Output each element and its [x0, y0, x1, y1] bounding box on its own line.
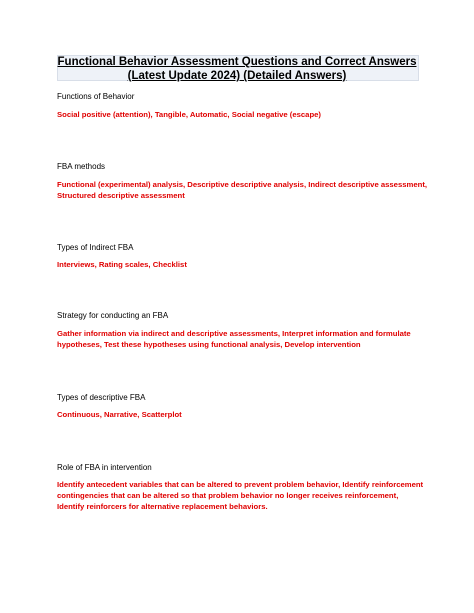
answer-text: Interviews, Rating scales, Checklist	[57, 260, 187, 269]
answer-text: Functional (experimental) analysis, Descriptive descriptive analysis, Indirect descriptive assessment, Structured descriptive assessment	[57, 180, 428, 200]
answer-text: Social positive (attention), Tangible, Automatic, Social negative (escape)	[57, 110, 321, 119]
question-text: Role of FBA in intervention	[57, 463, 152, 472]
answer-text: Gather information via indirect and descriptive assessments, Interpret information and formulate hypotheses, Test these hypotheses using functional analysis, Develop intervention	[57, 329, 411, 349]
question-text: Types of Indirect FBA	[57, 243, 134, 252]
question-text: Types of descriptive FBA	[57, 393, 146, 402]
question-text: Functions of Behavior	[57, 92, 135, 101]
question-text: FBA methods	[57, 162, 106, 171]
question-text: Strategy for conducting an FBA	[57, 311, 169, 320]
document-title-line-1: Functional Behavior Assessment Questions and Correct Answers	[57, 56, 417, 68]
answer-text: Continuous, Narrative, Scatterplot	[57, 410, 182, 419]
answer-text: Identify antecedent variables that can be altered to prevent problem behavior, Identify reinforcement contingencies that can be altered so that problem behavior no longer receives reinforcement, Identify reinforcers for alternative replacement behaviors.	[57, 480, 424, 511]
document-title-line-2: (Latest Update 2024) (Detailed Answers)	[127, 70, 347, 82]
